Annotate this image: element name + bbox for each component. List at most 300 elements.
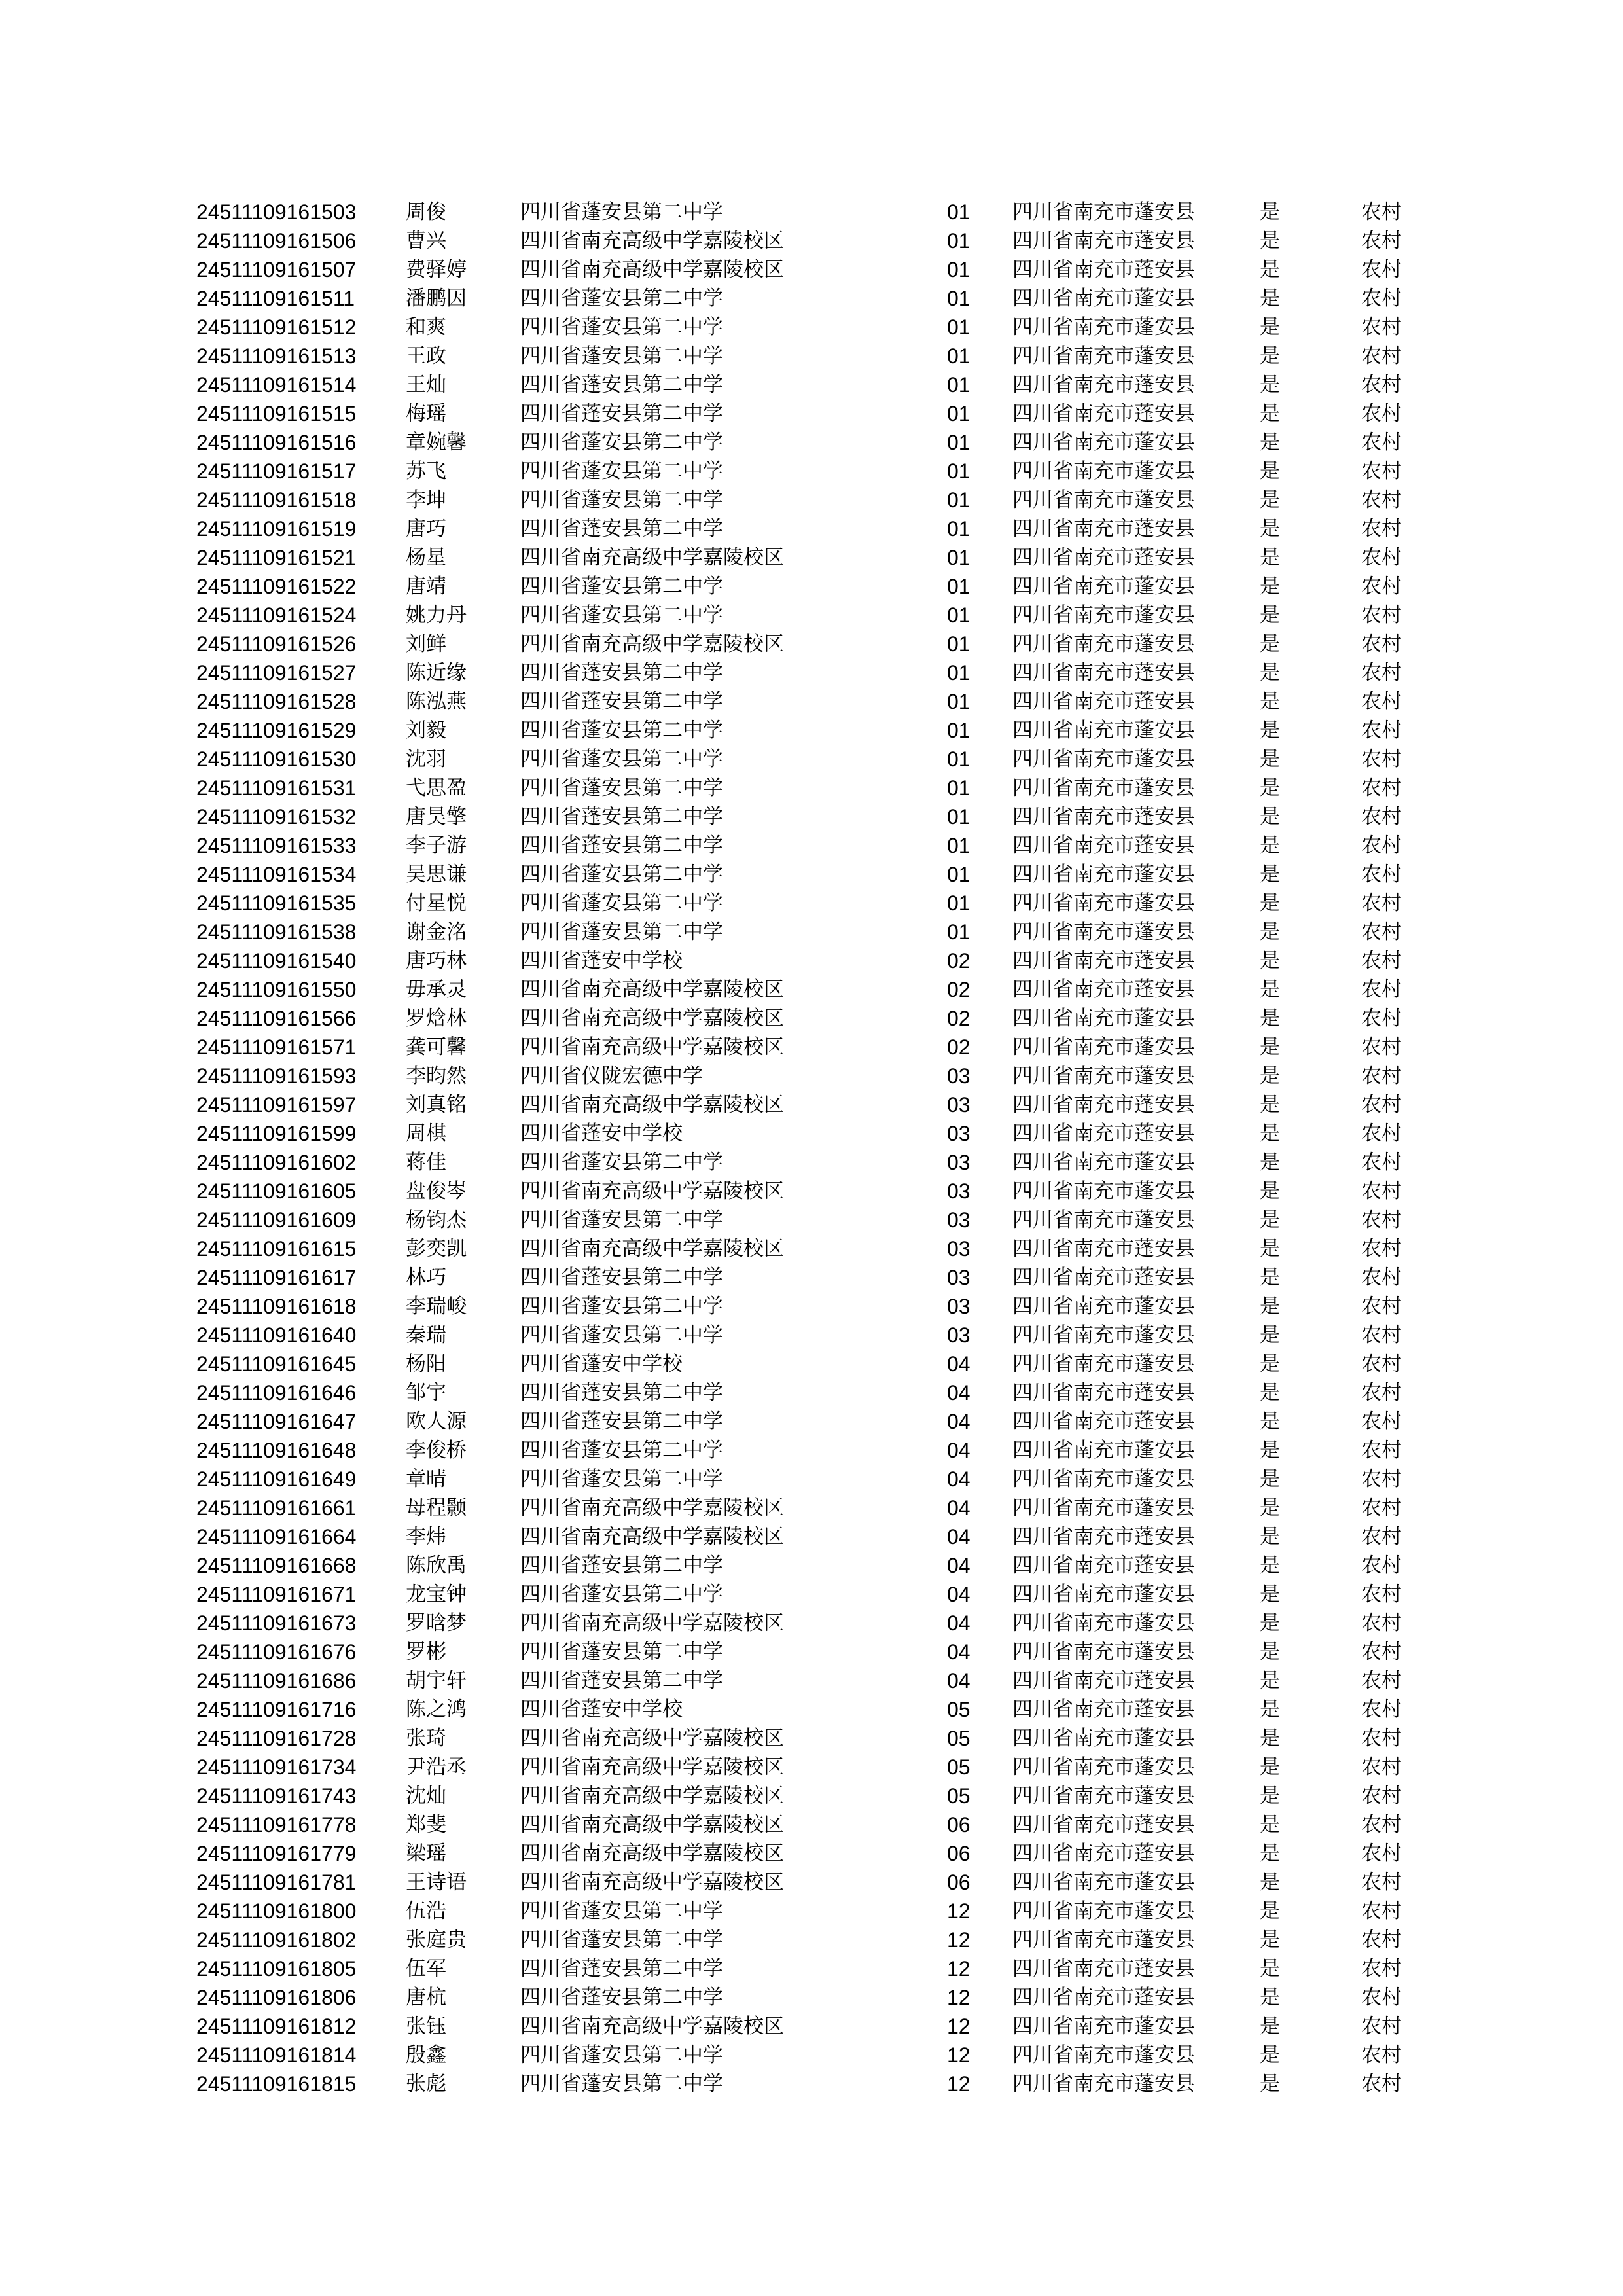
student-name-cell: 李坤 (406, 488, 446, 512)
candidate-id-cell: 24511109161515 (196, 402, 357, 425)
school-cell: 四川省南充高级中学嘉陵校区 (520, 1813, 784, 1837)
category-code-cell: 05 (947, 1727, 971, 1750)
school-cell: 四川省蓬安县第二中学 (520, 891, 723, 915)
residence-type-cell: 农村 (1361, 1727, 1402, 1750)
student-name-cell: 邹宇 (406, 1381, 446, 1405)
region-cell: 四川省南充市蓬安县 (1012, 2043, 1195, 2067)
student-name-cell: 杨阳 (406, 1352, 446, 1376)
table-row (196, 745, 1427, 774)
candidate-id-cell: 24511109161566 (196, 1007, 357, 1030)
student-name-cell: 陈欣禹 (406, 1554, 467, 1577)
eligibility-flag-cell: 是 (1260, 1237, 1280, 1261)
student-name-cell: 王政 (406, 344, 446, 368)
eligibility-flag-cell: 是 (1260, 1871, 1280, 1894)
table-row (196, 1954, 1427, 1983)
category-code-cell: 01 (947, 719, 971, 742)
region-cell: 四川省南充市蓬安县 (1012, 1727, 1195, 1750)
residence-type-cell: 农村 (1361, 1266, 1402, 1289)
table-row (196, 774, 1427, 802)
table-row (196, 284, 1427, 313)
school-cell: 四川省蓬安县第二中学 (520, 1986, 723, 2009)
eligibility-flag-cell: 是 (1260, 1323, 1280, 1347)
eligibility-flag-cell: 是 (1260, 1611, 1280, 1635)
student-name-cell: 母程颢 (406, 1496, 467, 1520)
table-row (196, 1119, 1427, 1148)
region-cell: 四川省南充市蓬安县 (1012, 1179, 1195, 1203)
table-row (196, 1263, 1427, 1292)
region-cell: 四川省南充市蓬安县 (1012, 949, 1195, 973)
student-name-cell: 秦瑞 (406, 1323, 446, 1347)
school-cell: 四川省蓬安县第二中学 (520, 1928, 723, 1952)
eligibility-flag-cell: 是 (1260, 776, 1280, 800)
eligibility-flag-cell: 是 (1260, 690, 1280, 713)
student-name-cell: 梁瑶 (406, 1842, 446, 1865)
eligibility-flag-cell: 是 (1260, 1928, 1280, 1952)
student-name-cell: 蒋佳 (406, 1151, 446, 1174)
student-name-cell: 弋思盈 (406, 776, 467, 800)
candidate-id-cell: 24511109161507 (196, 258, 357, 281)
region-cell: 四川省南充市蓬安县 (1012, 978, 1195, 1001)
residence-type-cell: 农村 (1361, 373, 1402, 397)
school-cell: 四川省南充高级中学嘉陵校区 (520, 1496, 784, 1520)
table-row (196, 1551, 1427, 1580)
category-code-cell: 12 (947, 1928, 971, 1952)
region-cell: 四川省南充市蓬安县 (1012, 2072, 1195, 2096)
eligibility-flag-cell: 是 (1260, 1381, 1280, 1405)
eligibility-flag-cell: 是 (1260, 1007, 1280, 1030)
region-cell: 四川省南充市蓬安县 (1012, 1554, 1195, 1577)
eligibility-flag-cell: 是 (1260, 1784, 1280, 1808)
student-name-cell: 付星悦 (406, 891, 467, 915)
eligibility-flag-cell: 是 (1260, 747, 1280, 771)
candidate-id-cell: 24511109161781 (196, 1871, 357, 1894)
eligibility-flag-cell: 是 (1260, 661, 1280, 685)
eligibility-flag-cell: 是 (1260, 546, 1280, 569)
eligibility-flag-cell: 是 (1260, 1813, 1280, 1837)
region-cell: 四川省南充市蓬安县 (1012, 690, 1195, 713)
category-code-cell: 04 (947, 1611, 971, 1635)
student-name-cell: 杨钧杰 (406, 1208, 467, 1232)
candidate-id-cell: 24511109161615 (196, 1237, 357, 1261)
candidate-id-cell: 24511109161518 (196, 488, 357, 512)
eligibility-flag-cell: 是 (1260, 1583, 1280, 1606)
category-code-cell: 01 (947, 344, 971, 368)
candidate-id-cell: 24511109161571 (196, 1035, 357, 1059)
school-cell: 四川省蓬安中学校 (520, 1352, 683, 1376)
candidate-id-cell: 24511109161528 (196, 690, 357, 713)
student-name-cell: 费驿婷 (406, 258, 467, 281)
table-row (196, 514, 1427, 543)
student-name-cell: 吴思谦 (406, 863, 467, 886)
student-name-cell: 刘毅 (406, 719, 446, 742)
eligibility-flag-cell: 是 (1260, 1525, 1280, 1549)
category-code-cell: 03 (947, 1093, 971, 1117)
residence-type-cell: 农村 (1361, 344, 1402, 368)
eligibility-flag-cell: 是 (1260, 1208, 1280, 1232)
region-cell: 四川省南充市蓬安县 (1012, 1813, 1195, 1837)
residence-type-cell: 农村 (1361, 2043, 1402, 2067)
table-row (196, 572, 1427, 601)
eligibility-flag-cell: 是 (1260, 2015, 1280, 2038)
school-cell: 四川省南充高级中学嘉陵校区 (520, 1755, 784, 1779)
school-cell: 四川省蓬安县第二中学 (520, 1669, 723, 1693)
school-cell: 四川省南充高级中学嘉陵校区 (520, 1611, 784, 1635)
table-row (196, 802, 1427, 831)
residence-type-cell: 农村 (1361, 891, 1402, 915)
category-code-cell: 03 (947, 1122, 971, 1145)
category-code-cell: 12 (947, 1986, 971, 2009)
residence-type-cell: 农村 (1361, 1899, 1402, 1923)
region-cell: 四川省南充市蓬安县 (1012, 1755, 1195, 1779)
candidate-id-cell: 24511109161676 (196, 1640, 357, 1664)
region-cell: 四川省南充市蓬安县 (1012, 1007, 1195, 1030)
region-cell: 四川省南充市蓬安县 (1012, 1640, 1195, 1664)
candidate-id-cell: 24511109161512 (196, 315, 357, 339)
candidate-id-cell: 24511109161530 (196, 747, 357, 771)
table-row (196, 1724, 1427, 1753)
category-code-cell: 03 (947, 1151, 971, 1174)
residence-type-cell: 农村 (1361, 863, 1402, 886)
category-code-cell: 01 (947, 315, 971, 339)
eligibility-flag-cell: 是 (1260, 1151, 1280, 1174)
eligibility-flag-cell: 是 (1260, 1554, 1280, 1577)
student-name-cell: 胡宇轩 (406, 1669, 467, 1693)
region-cell: 四川省南充市蓬安县 (1012, 1381, 1195, 1405)
eligibility-flag-cell: 是 (1260, 1698, 1280, 1721)
residence-type-cell: 农村 (1361, 1583, 1402, 1606)
category-code-cell: 01 (947, 546, 971, 569)
table-row (196, 918, 1427, 946)
student-name-cell: 周棋 (406, 1122, 446, 1145)
region-cell: 四川省南充市蓬安县 (1012, 1151, 1195, 1174)
table-row (196, 687, 1427, 716)
table-row (196, 255, 1427, 284)
student-name-cell: 唐巧林 (406, 949, 467, 973)
region-cell: 四川省南充市蓬安县 (1012, 1957, 1195, 1981)
eligibility-flag-cell: 是 (1260, 229, 1280, 253)
candidate-id-cell: 24511109161648 (196, 1439, 357, 1462)
residence-type-cell: 农村 (1361, 488, 1402, 512)
category-code-cell: 01 (947, 258, 971, 281)
residence-type-cell: 农村 (1361, 402, 1402, 425)
category-code-cell: 04 (947, 1554, 971, 1577)
region-cell: 四川省南充市蓬安县 (1012, 1237, 1195, 1261)
residence-type-cell: 农村 (1361, 747, 1402, 771)
eligibility-flag-cell: 是 (1260, 632, 1280, 656)
region-cell: 四川省南充市蓬安县 (1012, 603, 1195, 627)
table-row (196, 2012, 1427, 2041)
region-cell: 四川省南充市蓬安县 (1012, 1064, 1195, 1088)
candidate-id-cell: 24511109161649 (196, 1467, 357, 1491)
residence-type-cell: 农村 (1361, 1439, 1402, 1462)
residence-type-cell: 农村 (1361, 1467, 1402, 1491)
region-cell: 四川省南充市蓬安县 (1012, 1583, 1195, 1606)
region-cell: 四川省南充市蓬安县 (1012, 2015, 1195, 2038)
candidate-id-cell: 24511109161800 (196, 1899, 357, 1923)
table-row (196, 313, 1427, 342)
candidate-id-cell: 24511109161521 (196, 546, 357, 569)
residence-type-cell: 农村 (1361, 603, 1402, 627)
region-cell: 四川省南充市蓬安县 (1012, 1842, 1195, 1865)
category-code-cell: 05 (947, 1784, 971, 1808)
candidate-id-cell: 24511109161716 (196, 1698, 357, 1721)
student-name-cell: 沈灿 (406, 1784, 446, 1808)
table-row (196, 601, 1427, 630)
residence-type-cell: 农村 (1361, 1295, 1402, 1318)
category-code-cell: 03 (947, 1064, 971, 1088)
region-cell: 四川省南充市蓬安县 (1012, 1986, 1195, 2009)
eligibility-flag-cell: 是 (1260, 920, 1280, 944)
eligibility-flag-cell: 是 (1260, 431, 1280, 454)
student-name-cell: 苏飞 (406, 459, 446, 483)
school-cell: 四川省蓬安中学校 (520, 949, 683, 973)
region-cell: 四川省南充市蓬安县 (1012, 1784, 1195, 1808)
region-cell: 四川省南充市蓬安县 (1012, 402, 1195, 425)
residence-type-cell: 农村 (1361, 229, 1402, 253)
student-name-cell: 龚可馨 (406, 1035, 467, 1059)
school-cell: 四川省蓬安县第二中学 (520, 1295, 723, 1318)
school-cell: 四川省南充高级中学嘉陵校区 (520, 229, 784, 253)
table-row (196, 975, 1427, 1004)
table-row (196, 1090, 1427, 1119)
residence-type-cell: 农村 (1361, 776, 1402, 800)
school-cell: 四川省南充高级中学嘉陵校区 (520, 1237, 784, 1261)
candidate-id-cell: 24511109161531 (196, 776, 357, 800)
table-row (196, 860, 1427, 889)
table-row (196, 1609, 1427, 1638)
school-cell: 四川省南充高级中学嘉陵校区 (520, 2015, 784, 2038)
residence-type-cell: 农村 (1361, 1755, 1402, 1779)
table-row (196, 1753, 1427, 1782)
residence-type-cell: 农村 (1361, 315, 1402, 339)
region-cell: 四川省南充市蓬安县 (1012, 776, 1195, 800)
residence-type-cell: 农村 (1361, 1007, 1402, 1030)
residence-type-cell: 农村 (1361, 1928, 1402, 1952)
residence-type-cell: 农村 (1361, 1554, 1402, 1577)
school-cell: 四川省南充高级中学嘉陵校区 (520, 1093, 784, 1117)
eligibility-flag-cell: 是 (1260, 1467, 1280, 1491)
region-cell: 四川省南充市蓬安县 (1012, 834, 1195, 857)
student-name-cell: 罗彬 (406, 1640, 446, 1664)
residence-type-cell: 农村 (1361, 1640, 1402, 1664)
eligibility-flag-cell: 是 (1260, 1410, 1280, 1433)
residence-type-cell: 农村 (1361, 1208, 1402, 1232)
school-cell: 四川省蓬安县第二中学 (520, 2072, 723, 2096)
candidate-id-cell: 24511109161668 (196, 1554, 357, 1577)
residence-type-cell: 农村 (1361, 1813, 1402, 1837)
table-row (196, 1666, 1427, 1695)
candidate-id-cell: 24511109161524 (196, 603, 357, 627)
residence-type-cell: 农村 (1361, 1496, 1402, 1520)
eligibility-flag-cell: 是 (1260, 1266, 1280, 1289)
school-cell: 四川省蓬安县第二中学 (520, 315, 723, 339)
candidate-id-cell: 24511109161779 (196, 1842, 357, 1865)
table-row (196, 226, 1427, 255)
category-code-cell: 04 (947, 1352, 971, 1376)
student-name-cell: 李瑞峻 (406, 1295, 467, 1318)
residence-type-cell: 农村 (1361, 1957, 1402, 1981)
table-row (196, 1062, 1427, 1090)
student-name-cell: 彭奕凯 (406, 1237, 467, 1261)
category-code-cell: 01 (947, 805, 971, 829)
region-cell: 四川省南充市蓬安县 (1012, 1611, 1195, 1635)
category-code-cell: 05 (947, 1755, 971, 1779)
candidate-id-cell: 24511109161593 (196, 1064, 357, 1088)
candidate-id-cell: 24511109161519 (196, 517, 357, 541)
school-cell: 四川省南充高级中学嘉陵校区 (520, 1727, 784, 1750)
student-name-cell: 陈近缘 (406, 661, 467, 685)
candidate-id-cell: 24511109161646 (196, 1381, 357, 1405)
category-code-cell: 01 (947, 287, 971, 310)
table-row (196, 428, 1427, 457)
residence-type-cell: 农村 (1361, 459, 1402, 483)
school-cell: 四川省蓬安县第二中学 (520, 2043, 723, 2067)
table-row (196, 1177, 1427, 1206)
school-cell: 四川省蓬安县第二中学 (520, 1467, 723, 1491)
eligibility-flag-cell: 是 (1260, 1986, 1280, 2009)
residence-type-cell: 农村 (1361, 1842, 1402, 1865)
residence-type-cell: 农村 (1361, 690, 1402, 713)
table-row (196, 342, 1427, 370)
candidate-id-cell: 24511109161533 (196, 834, 357, 857)
student-name-cell: 刘真铭 (406, 1093, 467, 1117)
residence-type-cell: 农村 (1361, 258, 1402, 281)
category-code-cell: 03 (947, 1237, 971, 1261)
student-name-cell: 张钰 (406, 2015, 446, 2038)
school-cell: 四川省仪陇宏德中学 (520, 1064, 703, 1088)
candidate-id-cell: 24511109161805 (196, 1957, 357, 1981)
category-code-cell: 12 (947, 2015, 971, 2038)
school-cell: 四川省蓬安县第二中学 (520, 459, 723, 483)
student-name-cell: 林巧 (406, 1266, 446, 1289)
school-cell: 四川省蓬安县第二中学 (520, 834, 723, 857)
student-name-cell: 和爽 (406, 315, 446, 339)
category-code-cell: 01 (947, 690, 971, 713)
residence-type-cell: 农村 (1361, 1410, 1402, 1433)
table-row (196, 2070, 1427, 2098)
eligibility-flag-cell: 是 (1260, 459, 1280, 483)
category-code-cell: 01 (947, 229, 971, 253)
candidate-id-cell: 24511109161602 (196, 1151, 357, 1174)
table-row (196, 1580, 1427, 1609)
table-row (196, 1436, 1427, 1465)
region-cell: 四川省南充市蓬安县 (1012, 488, 1195, 512)
eligibility-flag-cell: 是 (1260, 1122, 1280, 1145)
student-name-cell: 唐巧 (406, 517, 446, 541)
school-cell: 四川省蓬安县第二中学 (520, 517, 723, 541)
table-row (196, 1695, 1427, 1724)
category-code-cell: 02 (947, 949, 971, 973)
category-code-cell: 01 (947, 776, 971, 800)
school-cell: 四川省南充高级中学嘉陵校区 (520, 1871, 784, 1894)
eligibility-flag-cell: 是 (1260, 603, 1280, 627)
student-name-cell: 王灿 (406, 373, 446, 397)
candidate-id-cell: 24511109161522 (196, 575, 357, 598)
residence-type-cell: 农村 (1361, 1669, 1402, 1693)
region-cell: 四川省南充市蓬安县 (1012, 1266, 1195, 1289)
candidate-id-cell: 24511109161599 (196, 1122, 357, 1145)
category-code-cell: 01 (947, 200, 971, 224)
student-name-cell: 盘俊岑 (406, 1179, 467, 1203)
eligibility-flag-cell: 是 (1260, 949, 1280, 973)
eligibility-flag-cell: 是 (1260, 575, 1280, 598)
eligibility-flag-cell: 是 (1260, 200, 1280, 224)
student-name-cell: 龙宝钟 (406, 1583, 467, 1606)
student-name-cell: 沈羽 (406, 747, 446, 771)
candidate-id-cell: 24511109161550 (196, 978, 357, 1001)
student-name-cell: 毋承灵 (406, 978, 467, 1001)
eligibility-flag-cell: 是 (1260, 1064, 1280, 1088)
table-row (196, 1148, 1427, 1177)
residence-type-cell: 农村 (1361, 1871, 1402, 1894)
region-cell: 四川省南充市蓬安县 (1012, 200, 1195, 224)
student-name-cell: 唐杭 (406, 1986, 446, 2009)
school-cell: 四川省蓬安县第二中学 (520, 431, 723, 454)
candidate-id-cell: 24511109161778 (196, 1813, 357, 1837)
category-code-cell: 04 (947, 1467, 971, 1491)
school-cell: 四川省蓬安县第二中学 (520, 863, 723, 886)
school-cell: 四川省蓬安县第二中学 (520, 1151, 723, 1174)
category-code-cell: 04 (947, 1669, 971, 1693)
table-row (196, 1782, 1427, 1810)
school-cell: 四川省南充高级中学嘉陵校区 (520, 1035, 784, 1059)
region-cell: 四川省南充市蓬安县 (1012, 1122, 1195, 1145)
candidate-id-cell: 24511109161513 (196, 344, 357, 368)
student-name-cell: 姚力丹 (406, 603, 467, 627)
table-row (196, 1465, 1427, 1494)
eligibility-flag-cell: 是 (1260, 1727, 1280, 1750)
roster-table (196, 198, 1427, 2098)
student-name-cell: 谢金洺 (406, 920, 467, 944)
region-cell: 四川省南充市蓬安县 (1012, 1698, 1195, 1721)
candidate-id-cell: 24511109161743 (196, 1784, 357, 1808)
residence-type-cell: 农村 (1361, 575, 1402, 598)
residence-type-cell: 农村 (1361, 1784, 1402, 1808)
candidate-id-cell: 24511109161540 (196, 949, 357, 973)
residence-type-cell: 农村 (1361, 1064, 1402, 1088)
region-cell: 四川省南充市蓬安县 (1012, 719, 1195, 742)
table-row (196, 1897, 1427, 1926)
eligibility-flag-cell: 是 (1260, 488, 1280, 512)
residence-type-cell: 农村 (1361, 1525, 1402, 1549)
student-name-cell: 陈泓燕 (406, 690, 467, 713)
region-cell: 四川省南充市蓬安县 (1012, 1323, 1195, 1347)
table-row (196, 1234, 1427, 1263)
residence-type-cell: 农村 (1361, 1698, 1402, 1721)
school-cell: 四川省蓬安县第二中学 (520, 1640, 723, 1664)
eligibility-flag-cell: 是 (1260, 1179, 1280, 1203)
candidate-id-cell: 24511109161526 (196, 632, 357, 656)
category-code-cell: 12 (947, 2043, 971, 2067)
candidate-id-cell: 24511109161514 (196, 373, 357, 397)
region-cell: 四川省南充市蓬安县 (1012, 661, 1195, 685)
region-cell: 四川省南充市蓬安县 (1012, 1928, 1195, 1952)
student-name-cell: 章晴 (406, 1467, 446, 1491)
region-cell: 四川省南充市蓬安县 (1012, 920, 1195, 944)
eligibility-flag-cell: 是 (1260, 2072, 1280, 2096)
eligibility-flag-cell: 是 (1260, 1352, 1280, 1376)
residence-type-cell: 农村 (1361, 2072, 1402, 2096)
region-cell: 四川省南充市蓬安县 (1012, 431, 1195, 454)
region-cell: 四川省南充市蓬安县 (1012, 1899, 1195, 1923)
table-row (196, 399, 1427, 428)
school-cell: 四川省蓬安县第二中学 (520, 776, 723, 800)
school-cell: 四川省蓬安县第二中学 (520, 373, 723, 397)
school-cell: 四川省蓬安县第二中学 (520, 200, 723, 224)
student-name-cell: 刘鲜 (406, 632, 446, 656)
school-cell: 四川省蓬安县第二中学 (520, 1208, 723, 1232)
student-name-cell: 杨星 (406, 546, 446, 569)
